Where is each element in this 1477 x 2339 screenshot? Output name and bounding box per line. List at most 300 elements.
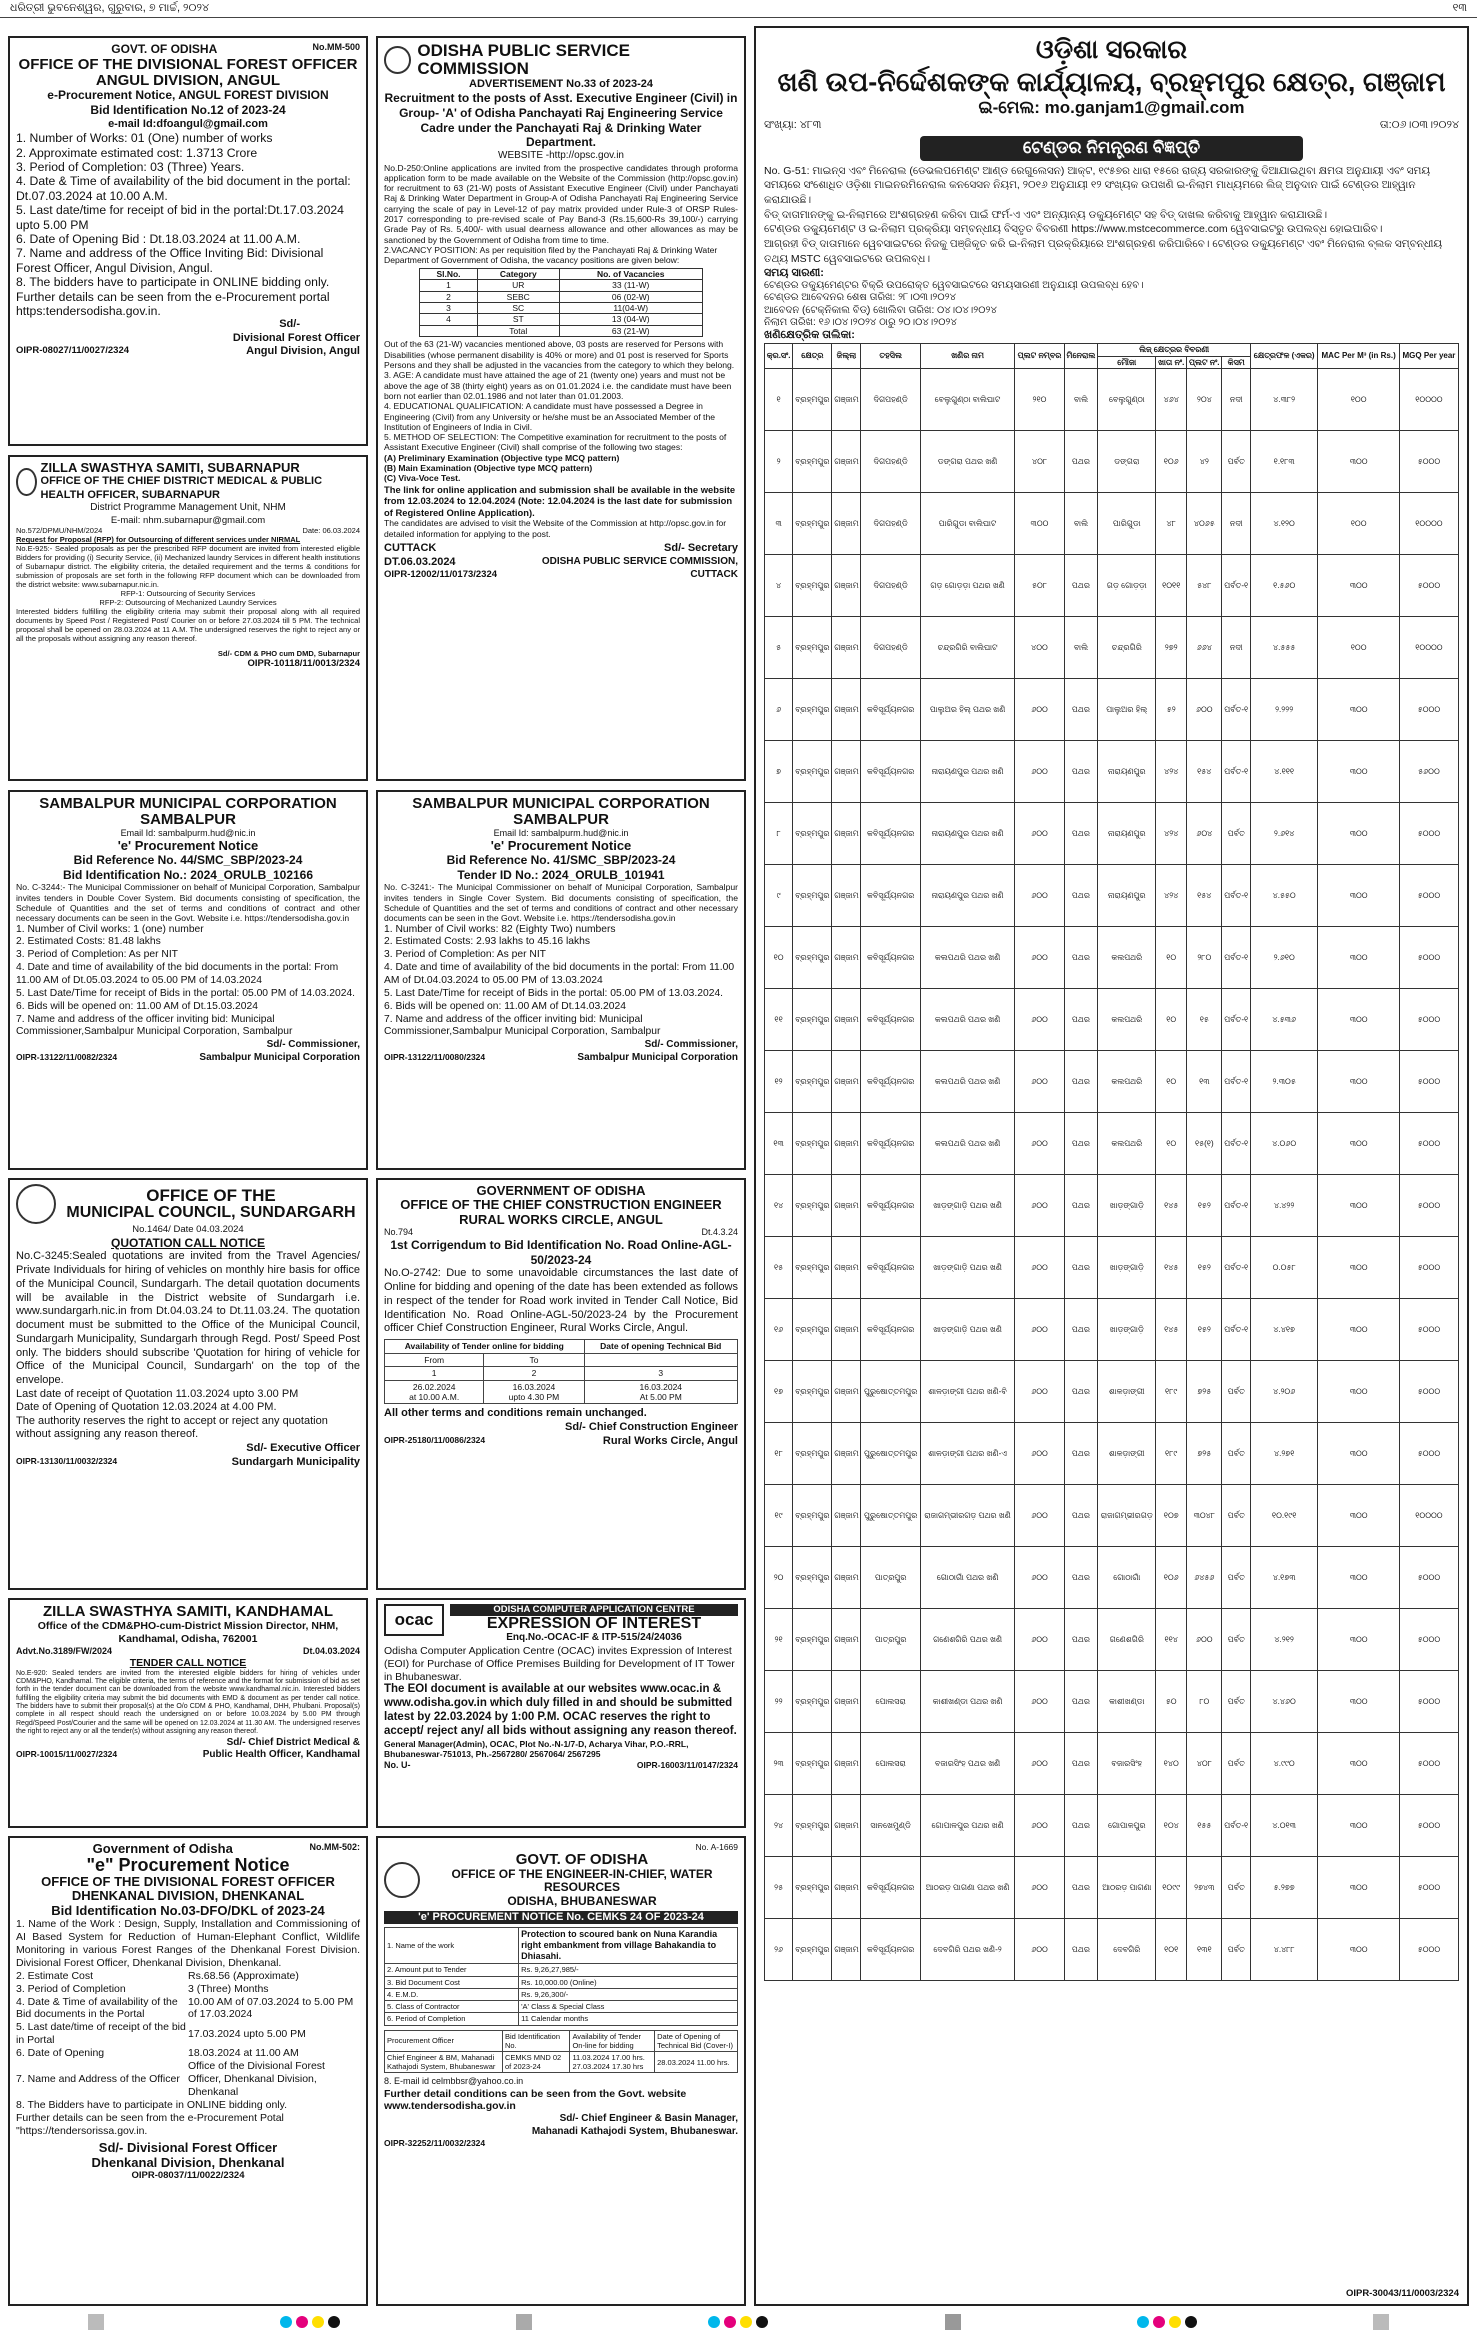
cell: ୫୦୦୦	[1399, 989, 1458, 1051]
s1: ଟେଣ୍ଡର ଡକ୍ୟୁମେଣ୍ଟର ବିକ୍ରି ଉପରୋକ୍ତ ୱେବସାଇଟରେ ସମୟସାରଣୀ ଅନୁଯାୟୀ ଉପଲବ୍ଧ ହେବ।	[764, 280, 1144, 292]
p8: 8. The Bidders have to participate in ONLINE bidding only.	[16, 2098, 288, 2111]
cell: ୭୨୫	[1187, 1423, 1222, 1485]
cell: 16.03.2024	[639, 1381, 683, 1392]
org: GOVT. OF ODISHA	[111, 42, 218, 56]
cell: ଶାଳଡ଼ାଙ୍ଗୀ ପଥର ଖଣି-ବି	[920, 1361, 1015, 1423]
cell: ୧୩	[765, 1113, 793, 1175]
cell: ପର୍ବତ	[1222, 803, 1250, 865]
cell: ୧୦	[1156, 1051, 1187, 1113]
list-item: 7. Name and address of the officer inviting bid: Municipal Commissioner,Sambalpur Municipal Corporation, Sambalpur	[384, 1013, 661, 1038]
cell: upto 4.30 PM	[508, 1392, 560, 1403]
cell: ୭୨୫	[1187, 1361, 1222, 1423]
cell: ଗଞ୍ଜାମ	[832, 1857, 861, 1919]
cell: ୫୦୦୦	[1399, 1113, 1458, 1175]
cell: ପଥର	[1064, 431, 1098, 493]
cell: ୨୩	[765, 1733, 793, 1795]
cell: ୨୧	[765, 1609, 793, 1671]
procurement-table	[384, 2030, 738, 2074]
cell	[420, 325, 477, 336]
list-item: 3. Period of Completion: 03 (Three) Years.	[16, 160, 245, 175]
cell: କବିସୂର୍ଯ୍ୟନଗର	[861, 989, 920, 1051]
cell: To	[484, 1353, 584, 1366]
sd: Sd/- Secretary	[664, 542, 738, 555]
cell: ୫୦୦୦	[1399, 1733, 1458, 1795]
table-row	[765, 1919, 1459, 1981]
city: SAMBALPUR	[140, 810, 236, 828]
page-number: ୧୩	[1452, 2, 1467, 14]
s2: ଟେଣ୍ଡର ଆବେଦନର ଶେଷ ତାରିଖ: ୨୮।୦୩।୨୦୨୪	[764, 292, 956, 304]
signer: Dhenkanal Division, Dhenkanal	[91, 2154, 285, 2170]
oipr-code: OIPR-32252/11/0032/2324	[384, 2137, 486, 2148]
table-row	[16, 1970, 360, 1983]
edu: 4. EDUCATIONAL QUALIFICATION: A candidate must have possessed a Degree in Engineering (Civil) from any University or he/she must be an Associated Member of the Institution of Engineers of India in Civil.	[384, 401, 716, 432]
l2: Date of Opening of Quotation 12.03.2024 at 4.00 PM.	[16, 1401, 277, 1414]
cell: ୧୧	[765, 989, 793, 1051]
cell: 5. Last date/time of receipt of the bid in Portal	[16, 2021, 186, 2047]
th: Sl.No.	[420, 268, 477, 279]
cell: From	[385, 1353, 484, 1366]
cell: ଗୋପାଳପୁର	[1098, 1795, 1156, 1857]
list-item: 3. Period of Completion: As per NIT	[384, 949, 546, 961]
table-row	[385, 1976, 738, 1988]
table-row	[385, 1380, 738, 1404]
signer: Sundargarh Municipality	[231, 1455, 360, 1468]
sd: Sd/- Executive Officer	[246, 1441, 360, 1454]
cell: ୬୦୦	[1015, 1609, 1064, 1671]
th: Availability of Tender On-line for bidding	[570, 2030, 655, 2051]
cell: 3	[584, 1367, 737, 1380]
further: Further details can be seen from the e-Procurement Potal "https://tendersorissa.gov.in.	[16, 2111, 284, 2137]
cell: ଗଞ୍ଜାମ	[832, 1423, 861, 1485]
cell: କବିସୂର୍ଯ୍ୟନଗର	[861, 1237, 920, 1299]
cell: ୫୦୦୦	[1399, 1609, 1458, 1671]
cell: ୨୫	[765, 1857, 793, 1919]
signer-division: Angul Division, Angul	[246, 345, 360, 358]
cell: 11.03.2024 17.00 hrs. 27.03.2024 17.30 hrs	[570, 2052, 655, 2073]
cell: ନାରାୟଣପୁର ପଥର ଖଣି	[920, 803, 1015, 865]
cell: ପଥର	[1064, 1857, 1098, 1919]
th: ଖାତା ନଂ.	[1156, 356, 1187, 369]
table-row	[765, 927, 1459, 989]
cell: ୬୦୦	[1015, 989, 1064, 1051]
cell: ୨୦୪	[1187, 369, 1222, 431]
cell: SEBC	[477, 291, 559, 302]
cell: କଲପଥରି	[1098, 1051, 1156, 1113]
cell: ପଥର	[1064, 679, 1098, 741]
cell: ଗୋପାଳପୁର ପଥର ଖଣି	[920, 1795, 1015, 1857]
rfp1: RFP-1: Outsourcing of Security Services	[120, 589, 256, 599]
sd: Sd/- Commissioner,	[266, 1039, 360, 1051]
body2: The EOI document is available at our websites www.ocac.in & www.odisha.gov.in which duly filled in and should be submitted latest by 22.03.2024 by 1:00 P.M. OCAC reserves the right to accept/ reject any/ all bids without assigning any reason thereof.	[384, 1683, 737, 1737]
th: ଖଣିର ନାମ	[920, 343, 1015, 369]
cell: ପାଲୁଅର ହିଲ୍	[1098, 679, 1156, 741]
cell: ୫୪୮	[1187, 555, 1222, 617]
table-row	[765, 1857, 1459, 1919]
signer: Rural Works Circle, Angul	[602, 1434, 738, 1447]
cell: ପଥର	[1064, 555, 1098, 617]
table-row	[385, 1988, 738, 2000]
list-item: 2. Approximate estimated cost: 1.3713 Crore	[16, 145, 258, 160]
cell: ଚନ୍ଦ୍ରଗିରି	[1098, 617, 1156, 679]
list-item: 5. Last Date/Time for receipt of Bids in the portal: 05.00 PM of 13.03.2024.	[384, 987, 724, 999]
cell: ୩୦୦	[1318, 1919, 1400, 1981]
cell: ଆଠରଡ଼ ପାଗଣା ପଥର ଖଣି	[920, 1857, 1015, 1919]
cell: ୫.୨୭୭	[1250, 1857, 1317, 1919]
list-item: 6. Date of Opening Bid : Dt.18.03.2024 at 11.00 A.M.	[16, 232, 301, 246]
cell: ପଥର	[1064, 1237, 1098, 1299]
cell: ୫୦୦୦	[1399, 865, 1458, 927]
mines-table	[764, 343, 1459, 1982]
cell: ୪.୨୧୨	[1250, 1609, 1317, 1671]
body: No. C-3241:- The Municipal Commissioner on behalf of Municipal Corporation, Sambalpur invites tenders in Single Cover System. Bid documents consisting of specification, the Schedule of Quantities and the set of terms and conditions of contract and other necessary documents can be seen in the Govt. Website i.e. https://tendersodisha.gov.in	[384, 882, 738, 924]
cell: ୫୦୦୦	[1399, 1919, 1458, 1981]
cell: ବ୍ରହ୍ମପୁର	[793, 741, 832, 803]
cell: Rs. 9,26,27,985/-	[519, 1964, 738, 1976]
cell: 11(04-W)	[559, 302, 702, 313]
t3: RURAL WORKS CIRCLE, ANGUL	[459, 1211, 663, 1227]
cell: ୧୦୧	[1156, 1919, 1187, 1981]
t2: OFFICE OF THE CHIEF DISTRICT MEDICAL & PUBLIC HEALTH OFFICER, SUBARNAPUR	[40, 475, 323, 501]
table-row	[420, 291, 702, 302]
cell: Rs. 10,000.00 (Online)	[519, 1976, 738, 1988]
cell: ୬୦୦	[1015, 1113, 1064, 1175]
no: No.1464/ Date 04.03.2024	[132, 1224, 244, 1235]
cell: ଗଞ୍ଜାମ	[832, 1919, 861, 1981]
table-row	[765, 493, 1459, 555]
th: Date of Opening of Technical Bid (Cover-I)	[655, 2030, 738, 2051]
cell: ପଥର	[1064, 1547, 1098, 1609]
cell: କବିସୂର୍ଯ୍ୟନଗର	[861, 741, 920, 803]
cell: 18.03.2024 at 11.00 AM	[188, 2047, 299, 2060]
body: No. C-3244:- The Municipal Commissioner on behalf of Municipal Corporation, Sambalpur invites tenders in Double Cover System. Bid documents consisting of specification, the Schedule of Quantities and the set of terms and conditions of contract and other necessary documents can be seen in the Govt. Website i.e. https://tendersodisha.gov.in	[16, 882, 360, 924]
cell: କବିସୂର୍ଯ୍ୟନଗର	[861, 865, 920, 927]
email: e-mail Id:dfoangul@gmail.com	[108, 117, 268, 130]
cell: ବ୍ରହ୍ମପୁର	[793, 989, 832, 1051]
zss-kandhamal-notice	[8, 1598, 368, 1828]
cell: ୬୦୦	[1015, 1299, 1064, 1361]
list-item: 1. Number of Works: 01 (One) number of works	[16, 131, 273, 146]
items	[384, 924, 738, 1040]
cell: ପଥର	[1064, 1919, 1098, 1981]
cell: 2. Estimate Cost	[16, 1969, 94, 1982]
cell: ପର୍ବତ	[1222, 1361, 1250, 1423]
cell: 3 (Three) Months	[188, 1982, 269, 1995]
cell: ୪୦୦	[1015, 617, 1064, 679]
cell: ୪	[765, 555, 793, 617]
cell: ପଥର	[1064, 1299, 1098, 1361]
cell: କବିସୂର୍ଯ୍ୟନଗର	[861, 1051, 920, 1113]
rwc-angul-notice	[376, 1178, 746, 1590]
cell: 2	[420, 291, 477, 302]
cell: ୩	[765, 493, 793, 555]
cell: ୪.୨୦୬	[1250, 1361, 1317, 1423]
cell: ୬୦୦	[1187, 1609, 1222, 1671]
cell: ୬୦୦	[1015, 803, 1064, 865]
cell: ୧୩୧	[1187, 1919, 1222, 1981]
cell: ୧୦୦୦୦	[1399, 1485, 1458, 1547]
cell: ବ୍ରହ୍ମପୁର	[793, 1795, 832, 1857]
link: The link for online application and submission shall be available in the website from 12.03.2024 to 12.04.2024 (Note: 12.04.2024 is the last date for submission of Registered Online Application).	[384, 483, 736, 518]
cell: 4. Date & Time of availability of the Bid documents in the Portal	[16, 1995, 178, 2021]
table-row	[765, 1795, 1459, 1857]
cell: ୨.୬୧୦	[1250, 927, 1317, 989]
cell: Total	[477, 325, 559, 336]
cell: ୪.୧୭୩	[1250, 1547, 1317, 1609]
cell: ପର୍ବତ	[1222, 1423, 1250, 1485]
cell: ୧୪୫	[1156, 1299, 1187, 1361]
cell: ୩୦୦	[1318, 1485, 1400, 1547]
cell: ବ୍ରହ୍ମପୁର	[793, 555, 832, 617]
cell: ଖାଡ଼ଙ୍ଗାଡ଼ି	[1098, 1299, 1156, 1361]
t2: Office of the CDM&PHO-cum-District Mission Director, NHM, Kandhamal, Odisha, 762001	[37, 1619, 339, 1645]
cell: 16.03.2024	[512, 1381, 556, 1392]
cell: ପଥର	[1064, 1361, 1098, 1423]
sd: Sd/- Chief Engineer & Basin Manager,	[559, 2113, 738, 2125]
zss-subarnapur-notice	[8, 455, 368, 781]
oipr-code: OIPR-25180/11/0086/2324	[384, 1434, 486, 1445]
no: No.MM-502:	[309, 1842, 360, 1852]
cell: ୬୦୦	[1015, 1175, 1064, 1237]
sd: Sd/-	[279, 318, 300, 331]
cell: ଗଞ୍ଜାମ	[832, 1299, 861, 1361]
cell: କଲପଥରି ପଥର ଖଣି	[920, 1051, 1015, 1113]
cell: ଗଞ୍ଜାମ	[832, 493, 861, 555]
smc-notice-44	[8, 790, 368, 1170]
cell: ପାତ୍ରପୁର	[861, 1609, 920, 1671]
l1: Last date of receipt of Quotation 11.03.2024 upto 3.00 PM	[16, 1387, 299, 1400]
cell: ୧୯	[765, 1485, 793, 1547]
cell: ୪.୨୭୧	[1250, 1423, 1317, 1485]
cell: ୯	[765, 865, 793, 927]
cell: ବ୍ରହ୍ମପୁର	[793, 865, 832, 927]
cell: ୬୦୦	[1187, 679, 1222, 741]
t1: GOVT. OF ODISHA	[515, 1851, 649, 1869]
cell: ୦.୦୫୮	[1250, 1237, 1317, 1299]
cell: ଗଞ୍ଜାମ	[832, 865, 861, 927]
cell: ୫୦୦୦	[1399, 1175, 1458, 1237]
cell: ୨୭୪୩	[1187, 1857, 1222, 1919]
cell: 7. Name and Address of the Officer	[16, 2072, 180, 2085]
cell: 3. Bid Document Cost	[385, 1976, 519, 1988]
cell: ୫୦୦୦	[1399, 1361, 1458, 1423]
cell: ପର୍ବତ-୧	[1222, 1795, 1250, 1857]
cell: ପର୍ବତ-୧	[1222, 1051, 1250, 1113]
cell: ନାରାୟଣପୁର	[1098, 741, 1156, 803]
cell: ଶାଳଡ଼ାଙ୍ଗୀ	[1098, 1361, 1156, 1423]
sched: ସମୟ ସାରଣୀ:	[764, 266, 824, 279]
cell: ଗଞ୍ଜାମ	[832, 989, 861, 1051]
cell: ୬୦୦	[1015, 927, 1064, 989]
cell: ୬୦୦	[1015, 1795, 1064, 1857]
cell: ପର୍ବତ	[1222, 1857, 1250, 1919]
no: No.572/DPMU/NHM/2024	[16, 526, 103, 536]
sd: Sd/- Divisional Forest Officer	[98, 2140, 278, 2156]
th: No. of Vacancies	[559, 268, 702, 279]
cell: ୭	[765, 741, 793, 803]
cell: ଗଞ୍ଜାମ	[832, 1051, 861, 1113]
oipr-code: OIPR-08037/11/0022/2324	[131, 2170, 245, 2182]
p1: No. G-51: ମାଇନ୍ସ ଏବଂ ମିନେରାଲ (ଡେଭଲପମେଣ୍ଟ ଆଣ୍ଡ ରେଗୁଲେସନ) ଆକ୍ଟ, ୧୯୫୭ର ଧାରା ୧୫ରେ ରାଜ୍ୟ ସରକାରଙ୍କୁ ଦିଆଯାଇଥିବା କ୍ଷମତା ଅନୁଯାୟୀ ଏବଂ ସମୟ ସମୟରେ ସଂଶୋଧିତ ଓଡ଼ିଶା ମାଇନରମିନେରାଲ କନସେସନ ନିୟମ, ୨୦୧୬ ଅନୁଯାୟୀ ୧୨ ସଂଖ୍ୟକ ଉପଖଣି ଇ-ନିଲାମ ମାଧ୍ୟମରେ ଲିଜ୍ ଅନୁଦାନ ପାଇଁ ଟେଣ୍ଡର ଆହ୍ୱାନ କରାଯାଉଛି।	[764, 164, 1431, 207]
stage: (C) Viva-Voce Test.	[384, 473, 461, 484]
cell: ୪.୫୫୫	[1250, 617, 1317, 679]
cell: ଗୋଠାଗାଁ	[1098, 1547, 1156, 1609]
cell: ଗଡ଼ ଗୋଡ଼ଡ଼ା ପଥର ଖଣି	[920, 555, 1015, 617]
cell: ୧୦	[1156, 927, 1187, 989]
cell: ୬୦୦	[1015, 1857, 1064, 1919]
cell: ୪.୪୧୭	[1250, 1299, 1317, 1361]
th: Category	[477, 268, 559, 279]
list-item: 4. Date and time of availability of the bid documents in the portal: From 11.00 AM of Dt.05.03.2024 to 05.00 PM of 14.03.2024	[16, 962, 339, 987]
cell: ୧୮୯	[1156, 1361, 1187, 1423]
advised: The candidates are advised to visit the Website of the Commission at http://opsc.gov.in for detailed information for applying to the post.	[384, 518, 727, 539]
cell: ୧୫୪	[1187, 741, 1222, 803]
t1: "e" Procurement Notice	[86, 1855, 290, 1876]
cell: ପଥର	[1064, 989, 1098, 1051]
table-row	[765, 369, 1459, 431]
cell: ପଥର	[1064, 803, 1098, 865]
items	[16, 924, 360, 1040]
table-row	[385, 2052, 738, 2073]
cell: ୧୪୫	[1156, 1237, 1187, 1299]
cell: ପୁରୁଷୋତ୍ତମପୁର	[861, 1485, 920, 1547]
th: ପ୍ଲଟ ନମ୍ବର	[1015, 343, 1064, 369]
cell: କବିସୂର୍ଯ୍ୟନଗର	[861, 1857, 920, 1919]
table-row	[385, 1928, 738, 1964]
cell: ୬୦୦	[1015, 1919, 1064, 1981]
sundargarh-notice	[8, 1178, 368, 1590]
cell: ଗଞ୍ଜାମ	[832, 617, 861, 679]
cell: ଖାଡ଼ଙ୍ଗାଡ଼ି	[1098, 1237, 1156, 1299]
band: ODISHA COMPUTER APPLICATION CENTRE	[450, 1604, 738, 1616]
sd: Sd/- Commissioner,	[644, 1039, 738, 1051]
sd: Sd/- Chief District Medical &	[226, 1736, 360, 1748]
cell: ୩୦୦	[1318, 989, 1400, 1051]
details-table	[16, 1970, 360, 2099]
body2: Interested bidders fulfilling the eligibility criteria may submit their proposal along with all required documents by Speed Post / Registered Post/ Courier on or before 27.03.2024 till 5 PM. The technical proposal shall be opened on 28.03.2024 at 11 A.M. The undersigned reserves the right to reject any or all the proposals without assigning any reason thereof.	[16, 607, 360, 644]
cell: କଲପଥରି ପଥର ଖଣି	[920, 989, 1015, 1051]
cell: ୩୦୦	[1318, 865, 1400, 927]
cell: ୧୭	[765, 1361, 793, 1423]
cell: ଚନ୍ଦ୍ରଗିରି ବାଲିଘାଟ	[920, 617, 1015, 679]
list-item: 4. Date and time of availability of the bid documents in the portal: From 11.00 AM of Dt.04.03.2024 to 05.00 PM of 13.03.2024	[384, 962, 735, 987]
cell: କଲପଥରି ପଥର ଖଣି	[920, 927, 1015, 989]
cell: ବ୍ରହ୍ମପୁର	[793, 1547, 832, 1609]
cell: ଡଙ୍ଗରା ପଥର ଖଣି	[920, 431, 1015, 493]
cell: 5. Class of Contractor	[385, 2001, 519, 2013]
cell: ଦେବଗିରି ପଥର ଖଣି-୨	[920, 1919, 1015, 1981]
corr: 1st Corrigendum to Bid Identification No. Road Online-AGL-50/2023-24	[390, 1237, 732, 1267]
table-row	[420, 280, 702, 291]
cell: ୧୦୪	[1156, 1795, 1187, 1857]
cell: ବ୍ରହ୍ମପୁର	[793, 679, 832, 741]
cell: ଆଠରଡ଼ ପାଗଣା	[1098, 1857, 1156, 1919]
list-item: 6. Bids will be opened on: 11.00 AM of Dt.15.03.2024	[16, 1000, 258, 1012]
water-resources-notice	[376, 1836, 746, 2306]
opsc-seal-icon	[384, 46, 411, 74]
notice-title: e-Procurement Notice, ANGUL FOREST DIVISION	[47, 88, 329, 103]
title: EXPRESSION OF INTEREST	[486, 1614, 702, 1632]
cell: UR	[477, 280, 559, 291]
dates-table	[384, 1339, 738, 1404]
work: 1. Name of the Work : Design, Supply, Installation and Commissioning of AI Based System for Reduction of Human-Elephant Conflict, Wildlife Monitoring in various Forest Ranges of the Dhenkanal Forest Division. Divisional Forest Officer, Dhenkanal Division, Dhenkanal.	[16, 1918, 360, 1969]
cell: ୩୦୦	[1318, 1299, 1400, 1361]
band: 'e' PROCUREMENT NOTICE No. CEMKS 24 OF 2023-24	[384, 1911, 738, 1925]
cell: 'A' Class & Special Class	[519, 2001, 738, 2013]
th: MGQ Per year	[1399, 343, 1458, 369]
table-row	[765, 1609, 1459, 1671]
cell: ସାନଖେମୁଣ୍ଡି	[861, 1795, 920, 1857]
table-row	[765, 1485, 1459, 1547]
table-row	[765, 617, 1459, 679]
rfp2: RFP-2: Outsourcing of Mechanized Laundry Services	[99, 598, 277, 608]
tarikh: ତା:୦୬।୦୩।୨୦୨୪	[1379, 119, 1459, 132]
th: ପ୍ଲଟ ନଂ.	[1187, 356, 1222, 369]
cell: 13 (04-W)	[559, 314, 702, 325]
table-row	[765, 1237, 1459, 1299]
cell: ବ୍ରହ୍ମପୁର	[793, 1423, 832, 1485]
table-row	[420, 302, 702, 313]
cell: ୪୨୪	[1156, 865, 1187, 927]
cell: ୬୬୪	[1187, 617, 1222, 679]
cell: ୧୫୨	[1187, 1299, 1222, 1361]
cell: ୬୦୦	[1015, 1733, 1064, 1795]
cell: ୪୦୬୫	[1187, 493, 1222, 555]
no: No. U-	[384, 1759, 411, 1770]
cell: ୫୦୦୦	[1399, 555, 1458, 617]
cell: ବ୍ରହ୍ମପୁର	[793, 1113, 832, 1175]
cell: ୧୪	[765, 1175, 793, 1237]
cell: ୨୪	[765, 1795, 793, 1857]
list-item: 4. Date & Time of availability of the bid document in the portal: Dt.07.03.2024 at 10.00 A.M.	[16, 174, 351, 203]
th: ଜିଲ୍ଲା	[832, 343, 861, 369]
cell: ୧୦୬	[1156, 1547, 1187, 1609]
cell: କଲପଥରି	[1098, 989, 1156, 1051]
cell: ଦେବଗିରି	[1098, 1919, 1156, 1981]
recruit-title: Recruitment to the posts of Asst. Executive Engineer (Civil) in Group- 'A' of Odisha Panchayati Raj Engineering Service Cadre under the Panchayati Raj & Drinking Water Department.	[384, 91, 738, 150]
bid-id: Bid Identification No.12 of 2023-24	[90, 103, 286, 117]
cell: ୧୮୯	[1156, 1423, 1187, 1485]
oipr-code: OIPR-16003/11/0147/2324	[636, 1759, 738, 1770]
t2: OFFICE OF THE CHIEF CONSTRUCTION ENGINEER	[400, 1197, 722, 1213]
age: 3. AGE: A candidate must have attained the age of 21 (twenty one) years and must not be above the age of 38 (thirty eight) years as on 01.01.2024 i.e. the candidate must have been born not earlier than 02.01.1986 and not later than 01.01.2003.	[384, 370, 732, 401]
cell: 2	[484, 1367, 584, 1380]
cell: ରାଜାଗମ୍ଭୀରଗଡ଼ ପଥର ଖଣି	[920, 1485, 1015, 1547]
cell: ୧୫	[765, 1237, 793, 1299]
cell: ୫୦୦୦	[1399, 1795, 1458, 1857]
table-row	[16, 2021, 360, 2047]
cell: ପଥର	[1064, 1051, 1098, 1113]
cell: ଗଞ୍ଜାମ	[832, 369, 861, 431]
band: ଟେଣ୍ଡର ନିମନ୍ତ୍ରଣ ବିଜ୍ଞପ୍ତି	[920, 136, 1302, 161]
cell: ୧୦୭	[1156, 1485, 1187, 1547]
cell: ୩୦୦	[1318, 1175, 1400, 1237]
cell: ଗଣେଶଗିରି ପଥର ଖଣି	[920, 1609, 1015, 1671]
cell: ଦିଗପହଣ୍ଡି	[861, 493, 920, 555]
cell: ବ୍ରହ୍ମପୁର	[793, 927, 832, 989]
list-item: 7. Name and address of the Office Inviting Bid: Divisional Forest Officer, Angul Division, Angul.	[16, 246, 324, 275]
t2: OFFICE OF THE ENGINEER-IN-CHIEF, WATER RESOURCES	[451, 1867, 713, 1895]
cell: ପର୍ବତ	[1222, 431, 1250, 493]
cell: ପର୍ବତ-୧	[1222, 741, 1250, 803]
oipr-code: OIPR-10118/11/0013/2324	[247, 658, 360, 670]
cell: ୬୦୦	[1015, 1547, 1064, 1609]
cell: ୪୨୪	[1156, 803, 1187, 865]
cell: ଗଞ୍ଜାମ	[832, 803, 861, 865]
cell: କାଶୀଖଣ୍ଡା ପଥର ଖଣି	[920, 1671, 1015, 1733]
t1: OFFICE OF THE	[146, 1185, 276, 1205]
cell: ବାଲି	[1064, 493, 1098, 555]
cell: ୫୦୦୦	[1399, 1423, 1458, 1485]
